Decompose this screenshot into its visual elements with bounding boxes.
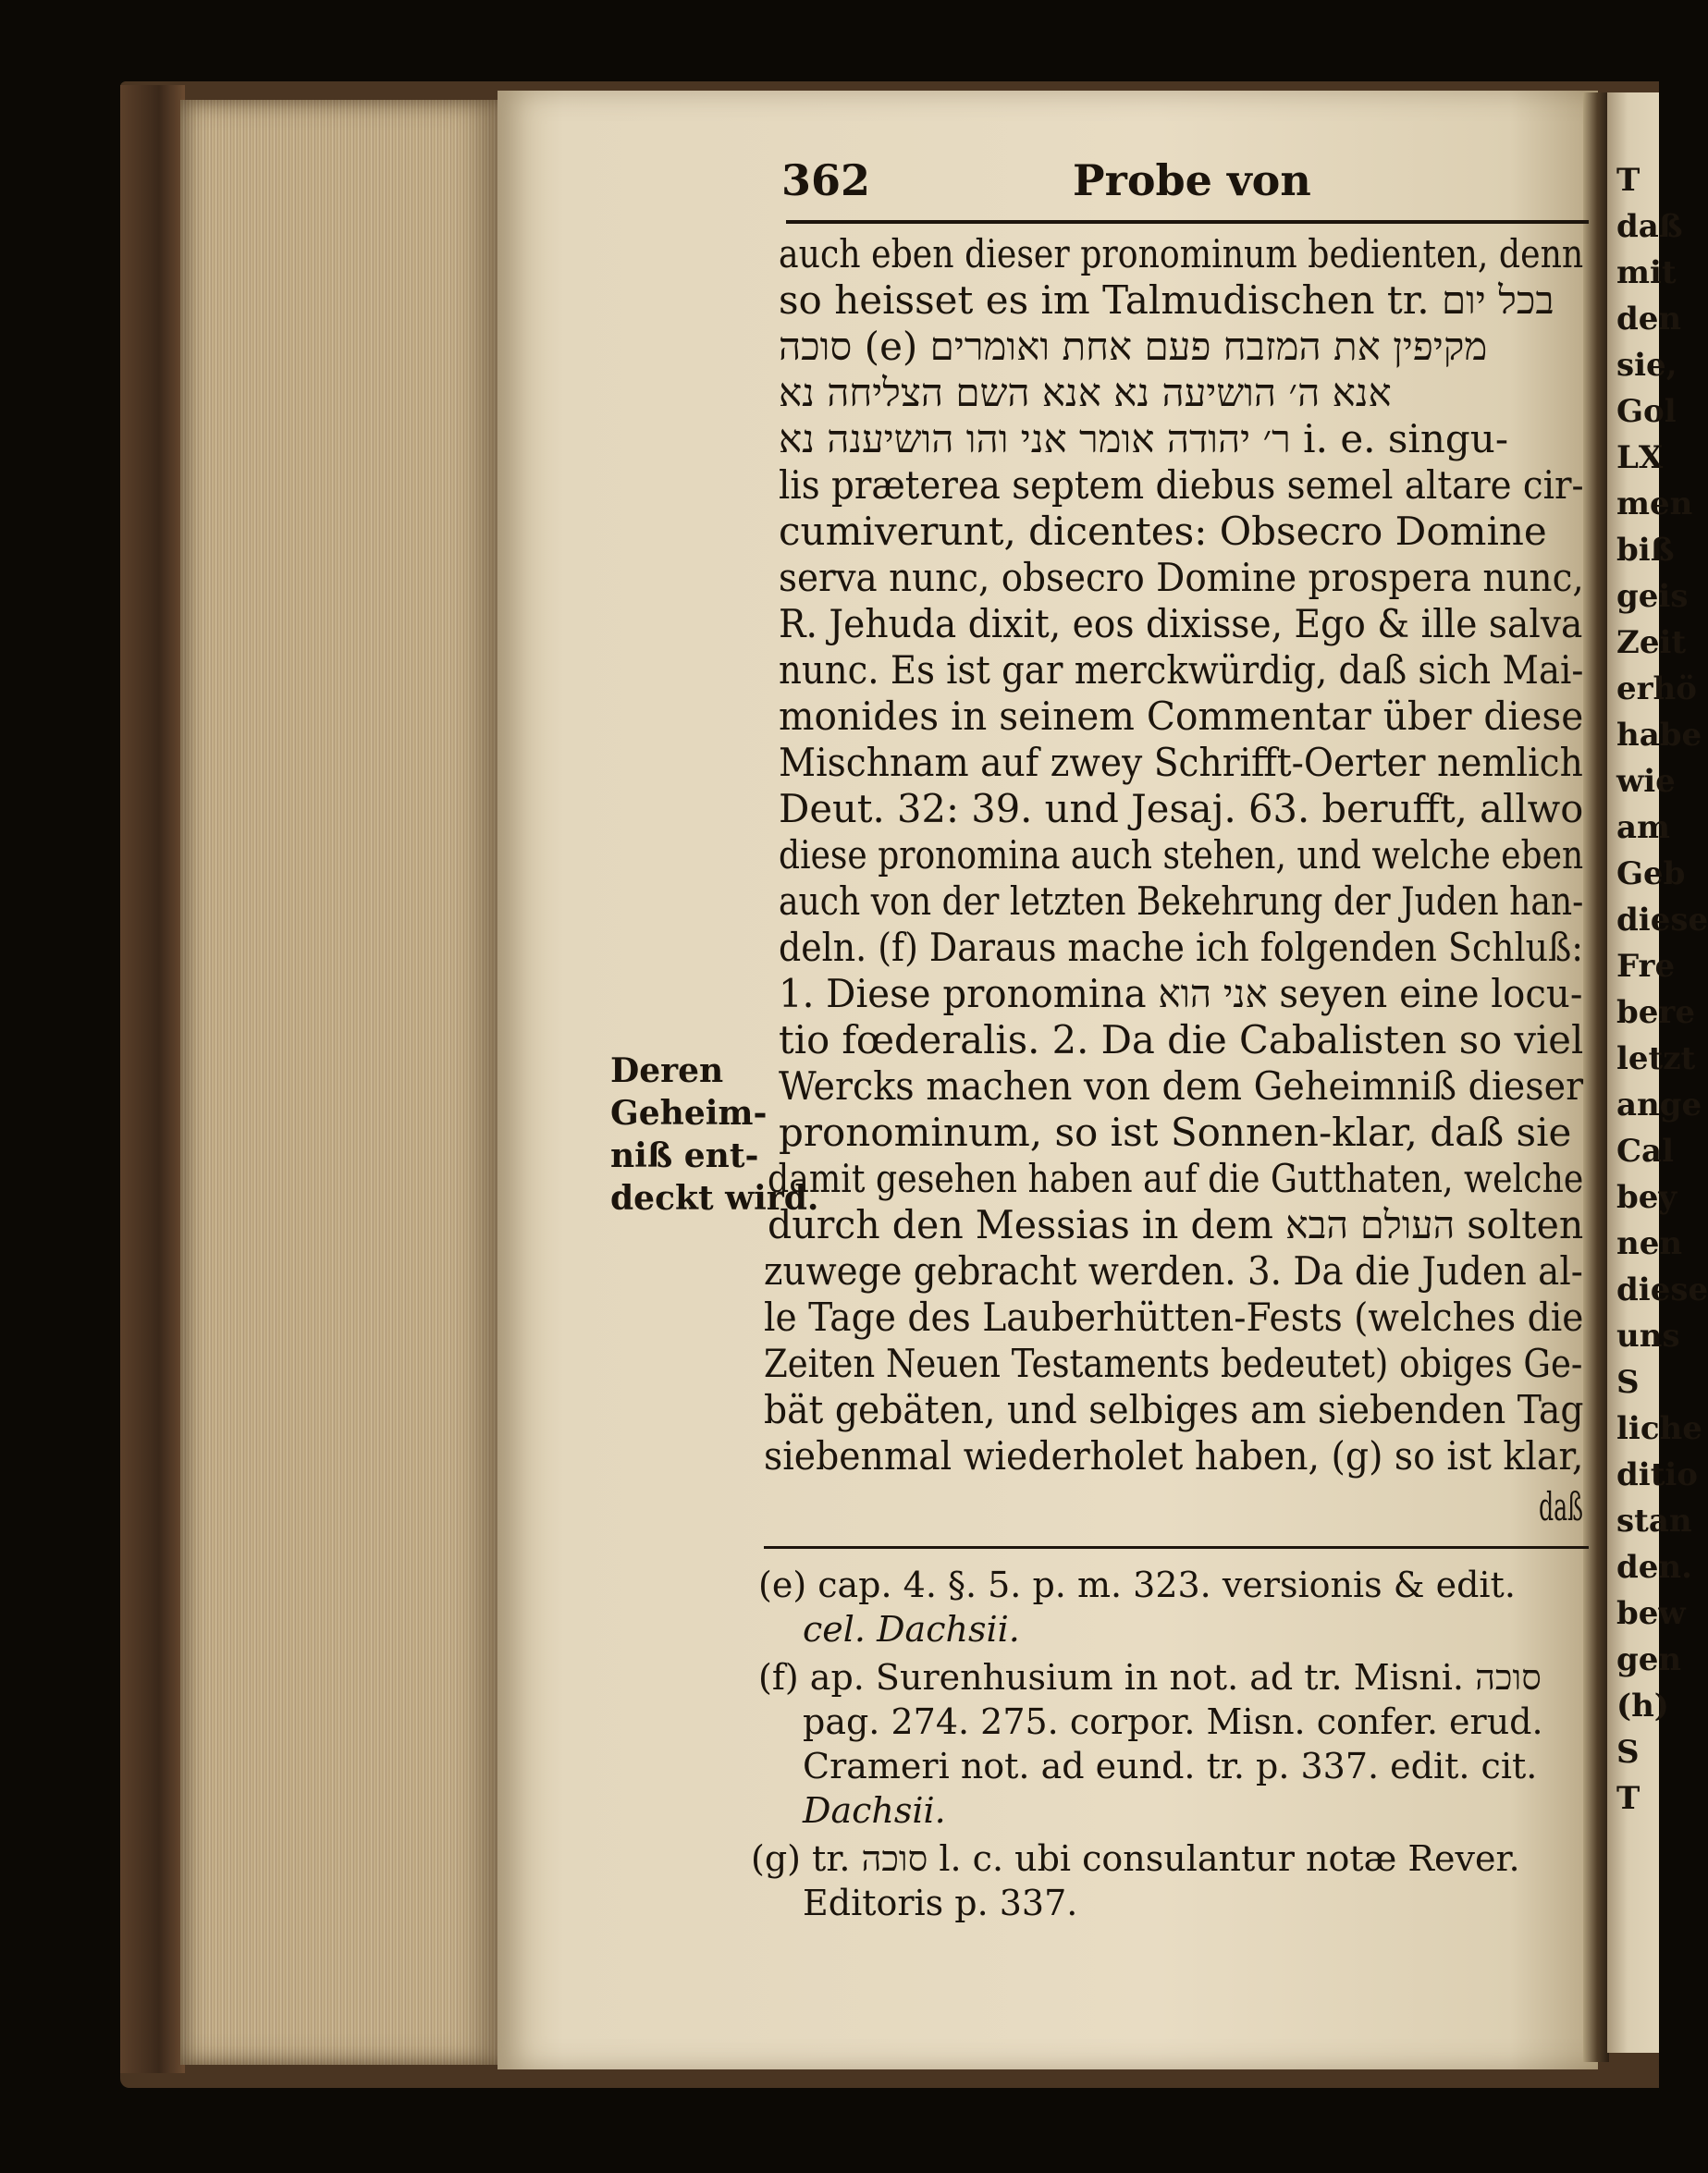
text-line: bät gebäten, und selbiges am siebenden Tag (764, 1387, 1584, 1432)
text-line: ר׳ יהודה אומר אני והו הושיענה נא i. e. singu- (779, 416, 1509, 461)
fragment: uns (1616, 1318, 1680, 1355)
text-line: monides in seinem Commentar über diese (779, 694, 1584, 739)
running-title: Probe von (1073, 155, 1311, 205)
text-line: serva nunc, obsecro Domine prospera nunc, (779, 555, 1584, 600)
book-gutter (1583, 92, 1609, 2062)
book-cover-edge (120, 85, 185, 2073)
fragment: biß (1616, 532, 1675, 569)
text-line: Mischnam auf zwey Schrifft-Oerter nemlich (779, 740, 1583, 785)
footnote-line: Editoris p. 337. (803, 1883, 1078, 1923)
fragment: T (1616, 162, 1640, 199)
fragment: habe (1616, 717, 1702, 754)
text-line: le Tage des Lauberhütten-Fests (welches die (764, 1295, 1584, 1340)
footnote-line: (g) tr. סוכה l. c. ubi consulantur notæ Rever. (751, 1838, 1520, 1879)
fragment: den (1616, 301, 1682, 338)
text-line: nunc. Es ist gar merckwürdig, daß sich Mai- (779, 647, 1584, 693)
footnote-line: pag. 274. 275. corpor. Misn. confer. erud. (803, 1701, 1543, 1742)
text-line: lis præterea septem diebus semel altare cir- (779, 462, 1584, 508)
margin-note-line: deckt wird. (610, 1179, 819, 1218)
fragment: Fre (1616, 948, 1676, 985)
fragment: Zeit (1616, 624, 1687, 661)
fragment: sie, (1616, 347, 1677, 384)
fragment: wie (1616, 763, 1676, 800)
fragment: bew (1616, 1595, 1686, 1632)
text-line: 1. Diese pronomina אני הוא seyen eine locu- (779, 971, 1583, 1016)
margin-note-line: niß ent- (610, 1136, 759, 1175)
text-line: deln. (f) Daraus mache ich folgenden Schluß: (779, 925, 1584, 970)
fragment: gen (1616, 1641, 1682, 1678)
text-line: auch von der letzten Bekehrung der Juden han- (779, 878, 1584, 924)
fragment: geis (1616, 578, 1689, 615)
fragment: men (1616, 485, 1693, 522)
fragment: bey (1616, 1179, 1677, 1216)
text-line: zuwege gebracht werden. 3. Da die Juden al- (764, 1248, 1583, 1294)
margin-note-line: Geheim- (610, 1094, 768, 1133)
text-line: durch den Messias in dem העולם הבא solten (768, 1202, 1584, 1247)
fragment: bere (1616, 994, 1695, 1031)
text-line: auch eben dieser pronominum bedienten, denn (779, 231, 1584, 276)
fragment: daß (1616, 208, 1683, 245)
text-line: so heisset es im Talmudischen tr. בכל יום (779, 277, 1554, 323)
page-block-edges (180, 100, 499, 2065)
text-line: Deut. 32: 39. und Jesaj. 63. berufft, allwo (779, 786, 1584, 831)
page-number: 362 (781, 155, 871, 205)
footnote-line: (f) ap. Surenhusium in not. ad tr. Misni. סוכה (758, 1657, 1542, 1698)
header-rule (786, 220, 1589, 224)
footnote-line: (e) cap. 4. §. 5. p. m. 323. versionis & edit. (758, 1565, 1516, 1605)
text-line: Zeiten Neuen Testaments bedeutet) obiges Ge- (764, 1341, 1583, 1386)
text-line: damit gesehen haben auf die Gutthaten, welche (768, 1156, 1584, 1201)
fragment: erhö (1616, 670, 1697, 707)
margin-note-line: Deren (610, 1051, 724, 1090)
fragment: Gol (1616, 393, 1677, 430)
fragment: diese (1616, 902, 1708, 939)
text-line: אנא ה׳ הושיעה נא אנא השם הצליחה נא (779, 370, 1392, 415)
fragment: T (1616, 1780, 1640, 1817)
fragment: stan (1616, 1503, 1692, 1540)
fragment: ditio (1616, 1456, 1698, 1493)
adjacent-page-text (1616, 157, 1708, 1822)
fragment: den. (1616, 1549, 1692, 1586)
text-line: diese pronomina auch stehen, und welche eben (779, 832, 1584, 878)
fragment: Geb (1616, 855, 1686, 892)
text-line: pronominum, so ist Sonnen-klar, daß sie (779, 1110, 1572, 1155)
fragment: diese (1616, 1271, 1708, 1308)
text-line: R. Jehuda dixit, eos dixisse, Ego & ille salva (779, 601, 1583, 646)
fragment: Cal (1616, 1133, 1675, 1170)
fragment: S (1616, 1364, 1640, 1401)
fragment: am (1616, 809, 1671, 846)
text-line: cumiverunt, dicentes: Obsecro Domine (779, 509, 1547, 554)
text-line: סוכה (e) מקיפין את המזבח פעם אחת ואומרים (779, 324, 1488, 369)
fragment: nen (1616, 1225, 1683, 1262)
text-line: tio fœderalis. 2. Da die Cabalisten so viel (779, 1017, 1584, 1062)
fragment: letzt (1616, 1040, 1696, 1077)
fragment: liche (1616, 1410, 1702, 1447)
text-line: Wercks machen von dem Geheimniß dieser (779, 1063, 1584, 1109)
footnote-line: cel. Dachsii. (803, 1609, 1020, 1650)
margin-note (610, 1050, 818, 1220)
footnote-line: Dachsii. (803, 1790, 946, 1831)
text-line: siebenmal wiederholet haben, (g) so ist klar, (764, 1433, 1584, 1479)
fragment: ange (1616, 1086, 1702, 1123)
fragment: (h) (1616, 1688, 1669, 1725)
catchword: daß (1539, 1484, 1583, 1529)
footnote-rule (764, 1546, 1589, 1549)
fragment: LX (1616, 439, 1664, 476)
fragment: S (1616, 1734, 1640, 1771)
footnote-line: Crameri not. ad eund. tr. p. 337. edit. cit. (803, 1746, 1538, 1786)
fragment: mit (1616, 254, 1677, 291)
